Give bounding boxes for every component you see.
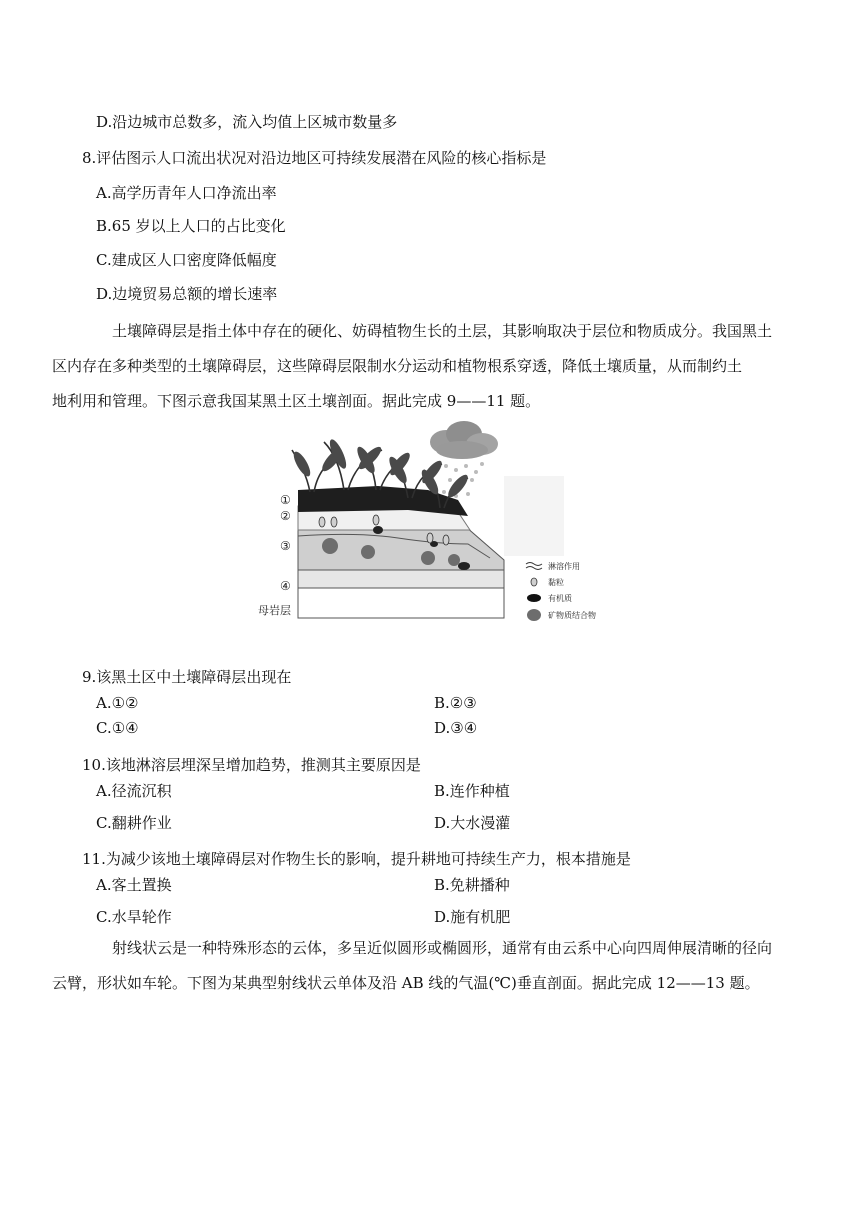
q9-option-c: C.①④ [96,719,139,737]
legend-organic: 有机质 [548,594,572,603]
layer-label-3: ③ [280,539,291,553]
q10-stem: 10.该地淋溶层埋深呈增加趋势，推测其主要原因是 [82,756,421,774]
passage-soil [52,314,808,419]
mineral-complex-icon [527,609,541,621]
q10-option-c: C.翻耕作业 [96,814,172,832]
rain-cloud-icon [430,421,498,498]
soil-profile-figure [258,420,618,634]
q10-option-d: D.大水漫灌 [434,814,511,832]
organic-matter-icon [527,594,541,602]
q8-option-c: C.建成区人口密度降低幅度 [96,251,277,269]
leaching-icon [526,563,542,570]
q10-option-b: B.连作种植 [434,782,510,800]
layer-label-1: ① [280,493,291,507]
q11-stem: 11.为减少该地土壤障碍层对作物生长的影响，提升耕地可持续生产力，根本措施是 [82,850,631,868]
q9-option-b: B.②③ [434,694,477,712]
passage-soil-line-2: 区内存在多种类型的土壤障碍层，这些障碍层限制水分运动和植物根系穿透，降低土壤质量，从而制约土 [52,357,743,375]
q8-option-d: D.边境贸易总额的增长速率 [96,285,278,303]
q11-option-b: B.免耕播种 [434,876,510,894]
passage-cloud-line-1: 射线状云是一种特殊形态的云体，多呈近似圆形或椭圆形，通常有由云系中心向四周伸展清晰的径向 [112,939,773,957]
q9-option-a: A.①② [96,694,139,712]
legend-leaching: 淋溶作用 [548,562,580,571]
q9-stem: 9.该黑土区中土壤障碍层出现在 [82,668,292,686]
legend-mineral: 矿物质结合物 [548,611,596,620]
q8-option-b: B.65 岁以上人口的占比变化 [96,217,286,235]
q11-option-c: C.水旱轮作 [96,908,172,926]
q11-option-d: D.施有机肥 [434,908,511,926]
q10-option-a: A.径流沉积 [96,782,172,800]
passage-cloud-line-2: 云臂，形状如车轮。下图为某典型射线状云单体及沿 AB 线的气温(℃)垂直剖面。据此完成 12——13 题。 [52,974,760,992]
figure-legend [526,561,596,621]
q9-option-d: D.③④ [434,719,478,737]
clay-particle-icon [531,578,537,586]
q7-option-d: D.沿边城市总数多，流入均值上区城市数量多 [96,113,398,131]
passage-soil-line-3: 地利用和管理。下图示意我国某黑土区土壤剖面。据此完成 9——11 题。 [52,392,541,410]
passage-soil-line-1: 土壤障碍层是指土体中存在的硬化、妨碍植物生长的土层，其影响取决于层位和物质成分。我国黑土 [112,322,773,340]
layer-label-4: ④ [280,579,291,593]
q8-option-a: A.高学历青年人口净流出率 [96,184,277,202]
soil-profile-diagram [291,437,504,618]
passage-cloud [52,931,808,1001]
q8-stem: 8.评估图示人口流出状况对沿边地区可持续发展潜在风险的核心指标是 [82,149,547,167]
layer-label-2: ② [280,509,291,523]
legend-clay: 黏粒 [548,578,564,587]
bedrock-label: 母岩层 [258,604,291,617]
q11-option-a: A.客土置换 [96,876,172,894]
